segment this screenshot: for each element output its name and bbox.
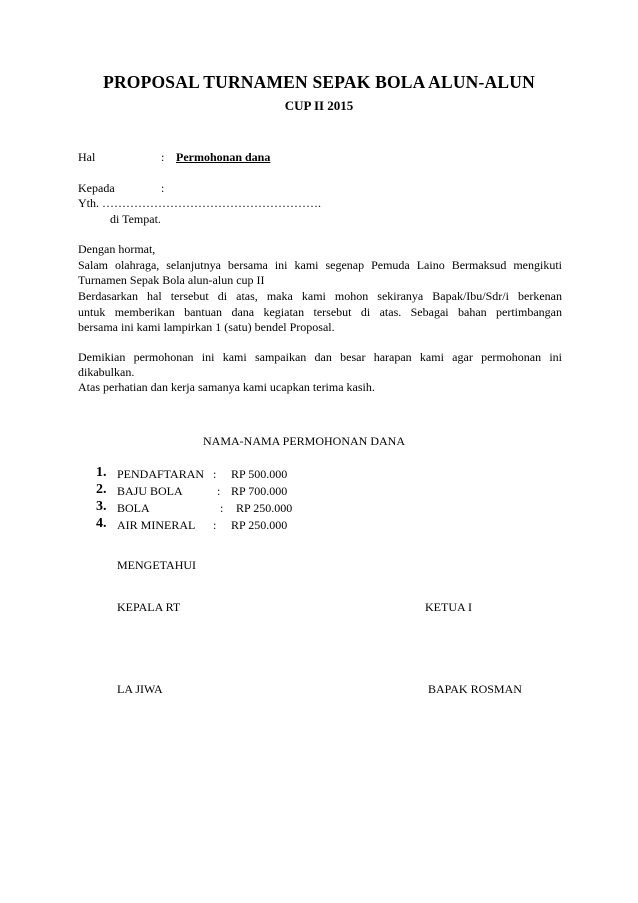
list-item-number: 1. bbox=[96, 465, 107, 480]
list-item-amount: RP 250.000 bbox=[236, 501, 293, 515]
kepada-label: Kepada bbox=[78, 181, 115, 195]
signer-right-name: BAPAK ROSMAN bbox=[428, 682, 522, 696]
greeting: Dengan hormat, bbox=[78, 242, 156, 256]
list-item-colon: : bbox=[213, 518, 217, 532]
list-item-colon: : bbox=[213, 467, 217, 481]
list-item-name: PENDAFTARAN bbox=[117, 467, 205, 481]
list-item-number: 2. bbox=[96, 482, 107, 497]
list-item-colon: : bbox=[217, 484, 221, 498]
list-item-number: 4. bbox=[96, 516, 107, 531]
signer-right-title: KETUA I bbox=[425, 600, 472, 614]
paragraph-1-line-1: Salam olahraga, selanjutnya bersama ini kami segenap Pemuda Laino Bermaksud mengikuti bbox=[78, 258, 562, 272]
paragraph-3-line-3: Atas perhatian dan kerja samanya kami ucapkan terima kasih. bbox=[78, 380, 375, 394]
signer-left-name: LA JIWA bbox=[117, 682, 163, 696]
document-title: PROPOSAL TURNAMEN SEPAK BOLA ALUN-ALUN bbox=[103, 72, 535, 92]
di-tempat: di Tempat. bbox=[110, 212, 161, 226]
paragraph-1-line-2: Turnamen Sepak Bola alun-alun cup II bbox=[78, 273, 265, 287]
hal-colon: : bbox=[161, 150, 165, 164]
paragraph-3-line-1: Demikian permohonan ini kami sampaikan dan besar harapan kami agar permohonan ini bbox=[78, 350, 562, 364]
list-heading: NAMA-NAMA PERMOHONAN DANA bbox=[203, 434, 406, 448]
kepada-colon: : bbox=[161, 181, 165, 195]
paragraph-2-line-1: Berdasarkan hal tersebut di atas, maka kami mohon sekiranya Bapak/Ibu/Sdr/i berkenan bbox=[78, 289, 562, 303]
list-item-name: BAJU BOLA bbox=[117, 484, 183, 498]
list-item-amount: RP 250.000 bbox=[231, 518, 288, 532]
yth-line: Yth. ………………………………………………. bbox=[78, 196, 321, 210]
paragraph-2-line-3: bersama ini kami lampirkan 1 (satu) bendel Proposal. bbox=[78, 320, 335, 334]
list-item-colon: : bbox=[220, 501, 224, 515]
document-subtitle: CUP II 2015 bbox=[284, 98, 354, 113]
list-item-amount: RP 700.000 bbox=[231, 484, 288, 498]
hal-value: Permohonan dana bbox=[176, 150, 271, 164]
paragraph-3-line-2: dikabulkan. bbox=[78, 365, 135, 379]
list-item-amount: RP 500.000 bbox=[231, 467, 288, 481]
signer-left-title: KEPALA RT bbox=[117, 600, 181, 614]
mengetahui-label: MENGETAHUI bbox=[117, 558, 197, 572]
hal-label: Hal bbox=[78, 150, 96, 164]
list-item-name: AIR MINERAL bbox=[117, 518, 196, 532]
list-item-number: 3. bbox=[96, 499, 107, 514]
list-item-name: BOLA bbox=[117, 501, 150, 515]
paragraph-2-line-2: untuk memberikan bantuan dana kegiatan tersebut di atas. Sebagai bahan pertimbangan bbox=[78, 305, 562, 319]
